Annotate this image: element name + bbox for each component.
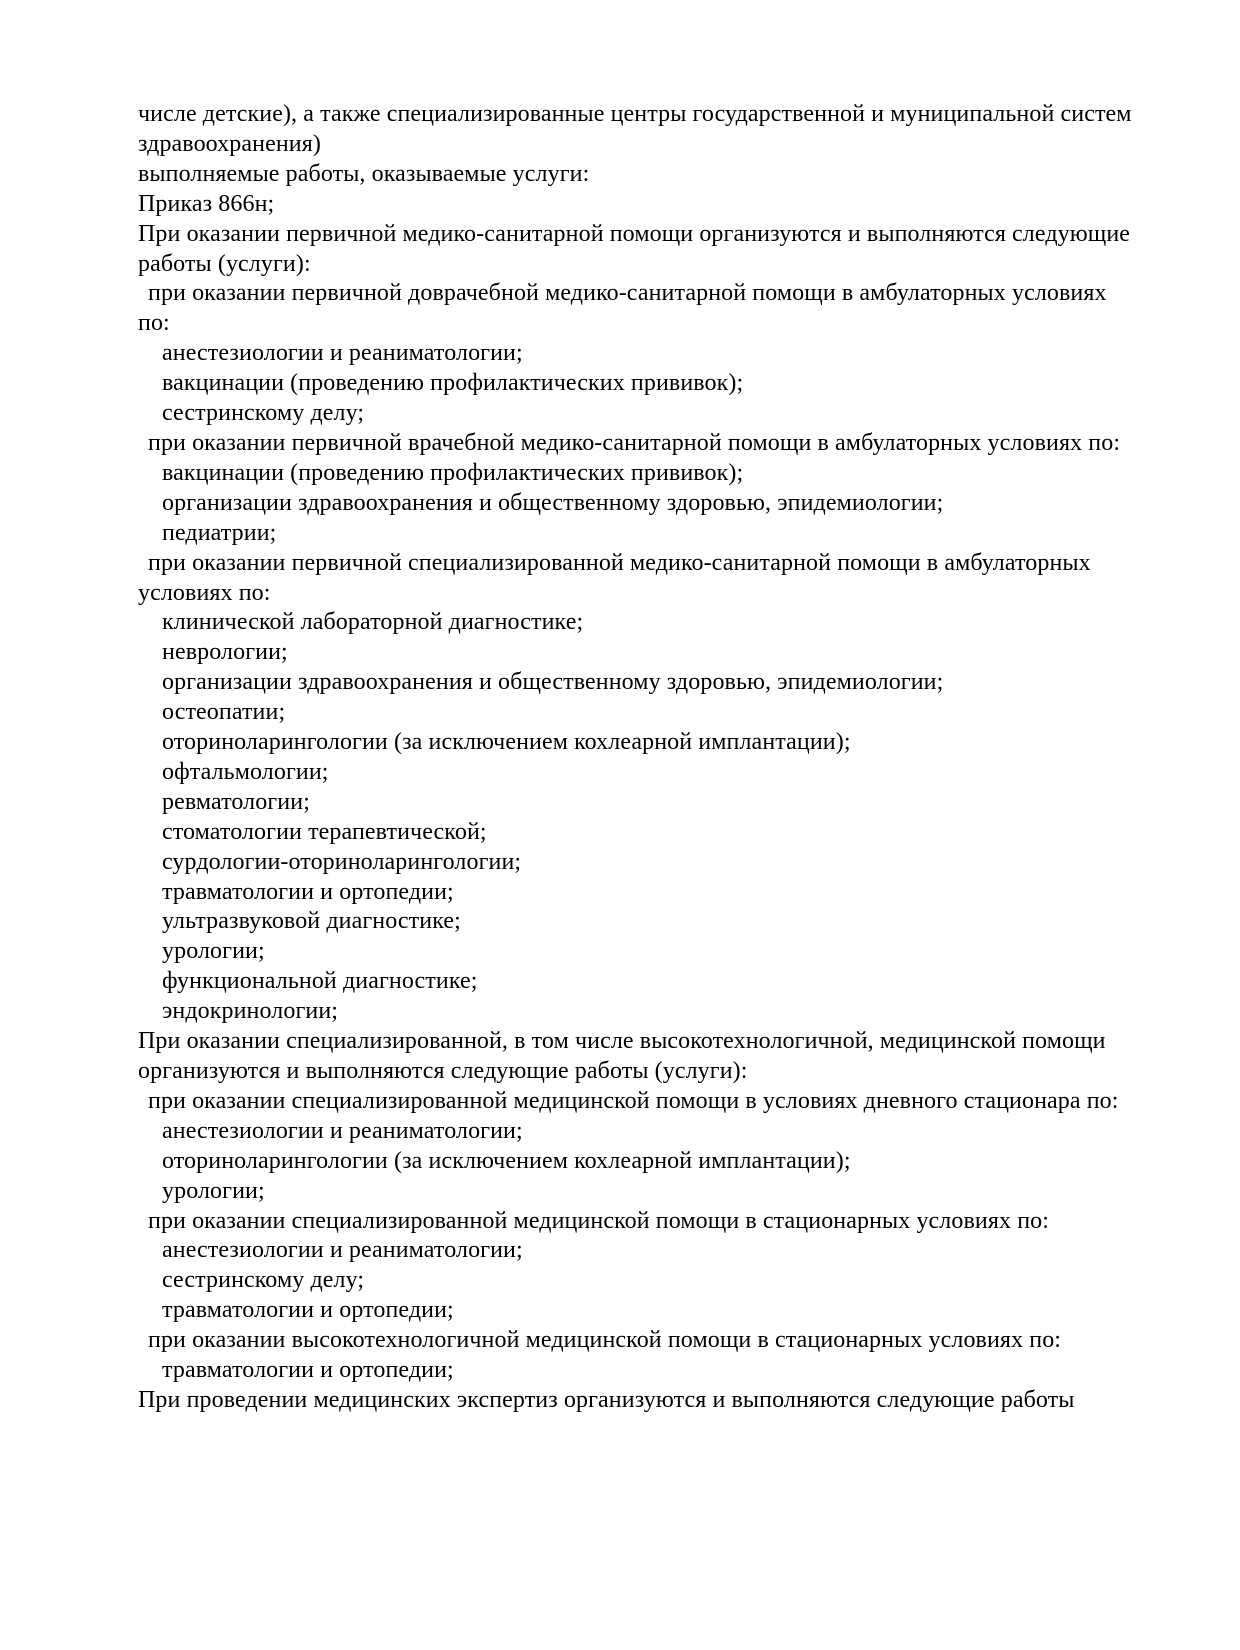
document-line: травматологии и ортопедии; <box>162 1297 454 1324</box>
document-line: оториноларингологии (за исключением кохлеарной имплантации); <box>162 729 851 756</box>
document-line: функциональной диагностике; <box>162 968 478 995</box>
document-line: работы (услуги): <box>138 250 311 277</box>
document-line: числе детские), а также специализированные центры государственной и муниципальной систем <box>138 101 1132 127</box>
document-line: по: <box>138 310 170 337</box>
document-line: травматологии и ортопедии; <box>162 878 454 905</box>
document-line: эндокринологии; <box>162 998 339 1025</box>
document-line: неврологии; <box>162 639 288 666</box>
document-line: вакцинации (проведению профилактических прививок); <box>162 459 744 486</box>
document-line: травматологии и ортопедии; <box>162 1357 454 1384</box>
document-line: при оказании первичной специализированной медико-санитарной помощи в амбулаторных <box>148 549 1091 576</box>
document-line: вакцинации (проведению профилактических прививок); <box>162 370 744 397</box>
document-line: стоматологии терапевтической; <box>162 818 487 845</box>
document-line: при оказании высокотехнологичной медицинской помощи в стационарных условиях по: <box>148 1327 1062 1354</box>
document-line: при оказании первичной доврачебной медико-санитарной помощи в амбулаторных условиях <box>148 280 1107 307</box>
document-line: При оказании специализированной, в том числе высокотехнологичной, медицинской помощи <box>138 1028 1106 1055</box>
document-line: Приказ 866н; <box>138 190 275 217</box>
document-line: анестезиологии и реаниматологии; <box>162 1237 523 1264</box>
document-line: ревматологии; <box>162 788 310 815</box>
document-line: анестезиологии и реаниматологии; <box>162 1117 523 1144</box>
document-line: ультразвуковой диагностике; <box>162 908 461 935</box>
document-line: сестринскому делу; <box>162 1267 365 1294</box>
document-line: организуются и выполняются следующие работы (услуги): <box>138 1058 748 1084</box>
document-line: анестезиологии и реаниматологии; <box>162 340 523 367</box>
document-line: условиях по: <box>138 579 271 606</box>
document-line: клинической лабораторной диагностике; <box>162 609 584 636</box>
document-body <box>138 100 1185 1416</box>
document-line: урологии; <box>162 1177 265 1204</box>
document-line: здравоохранения) <box>138 130 321 157</box>
document-line: При проведении медицинских экспертиз организуются и выполняются следующие работы <box>138 1386 1075 1413</box>
document-line: сурдологии-оториноларингологии; <box>162 848 522 875</box>
document-line: оториноларингологии (за исключением кохлеарной имплантации); <box>162 1147 851 1174</box>
document-line: при оказании первичной врачебной медико-санитарной помощи в амбулаторных условиях по: <box>148 429 1121 456</box>
document-line: выполняемые работы, оказываемые услуги: <box>138 160 590 187</box>
document-line: педиатрии; <box>162 519 277 546</box>
document-line: при оказании специализированной медицинской помощи в условиях дневного стационара по: <box>148 1087 1119 1114</box>
document-line: При оказании первичной медико-санитарной помощи организуются и выполняются следующие <box>138 220 1131 247</box>
document-line: сестринскому делу; <box>162 400 365 427</box>
document-line: офтальмологии; <box>162 758 329 785</box>
document-line: при оказании специализированной медицинской помощи в стационарных условиях по: <box>148 1207 1050 1234</box>
document-line: урологии; <box>162 938 265 965</box>
document-line: остеопатии; <box>162 699 286 726</box>
document-line: организации здравоохранения и общественному здоровью, эпидемиологии; <box>162 489 944 516</box>
document-line: организации здравоохранения и общественному здоровью, эпидемиологии; <box>162 669 944 696</box>
